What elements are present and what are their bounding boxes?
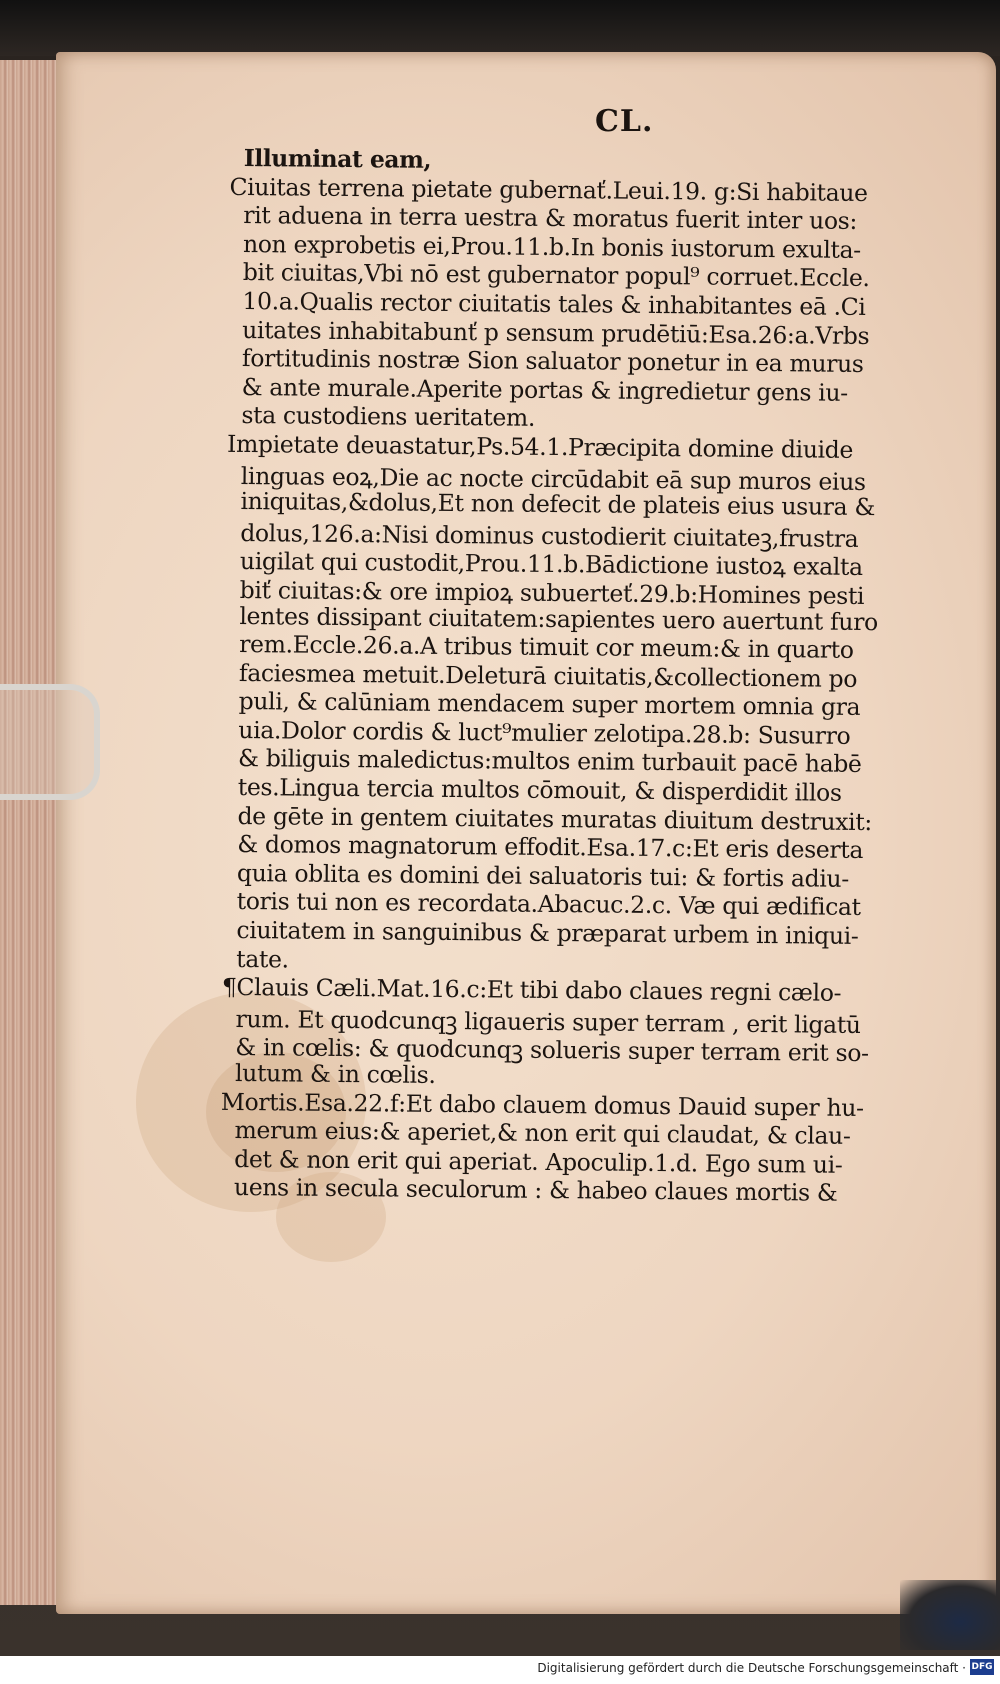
book-fore-edge [0,60,64,1605]
text-line: fortitudinis nostræ Sion saluator ponetur in ea murus [241,344,864,379]
text-line: Illuminat eam, [243,144,432,174]
text-line: de gēte in gentem ciuitates muratas diuitum destruxit: [237,801,873,836]
text-line: ciuitatem in sanguinibus & præparat urbem in iniqui- [236,915,859,950]
text-line: & domos magnatorum effodit.Esa.17.c:Et eris deserta [237,830,864,865]
text-line: iniquitas,&dolus,Et non defecit de plateis eius usura & [240,487,876,522]
text-line: toris tui non es recordata.Abacuc.2.c. Væ qui ædificat [236,887,861,922]
text-line: uitates inhabitabunť p sensum prudētiū:Esa.26:a.Vrbs [242,315,870,350]
text-line: faciesmea metuit.Deleturā ciuitatis,&collectionem po [238,658,858,693]
text-line: Mortis.Esa.22.f:Et dabo clauem domus Dauid super hu- [220,1087,864,1122]
text-body [220,144,944,1209]
text-line: & ante murale.Aperite portas & ingredietur gens iu- [241,372,848,407]
text-line: quia oblita es domini dei saluatoris tui: & fortis adiu- [236,858,850,893]
text-line: non exprobetis ei,Prou.11.b.In bonis iustorum exulta- [242,229,861,264]
text-line: rum. Et quodcunqꝫ ligaueris super terram , erit ligatū [235,1004,861,1039]
text-line: uigilat qui custodit,Prou.11.b.Bādictione iustoꝝ exalta [239,547,863,582]
text-line: tate. [236,944,289,974]
text-line: Ciuitas terrena pietate gubernať.Leui.19. g:Si habitaue [229,172,868,207]
folio-number: CL. [595,104,654,139]
text-line: 10.a.Qualis rector ciuitatis tales & inhabitantes eā .Ci [242,286,866,321]
text-line: ¶Clauis Cæli.Mat.16.c:Et tibi dabo claues regni cælo- [221,973,842,1007]
text-line: bit ciuitas,Vbi nō est gubernator popul⁹ corruet.Eccle. [242,258,870,293]
text-line: lentes dissipant ciuitatem:sapientes uero auertunt furo [239,601,878,636]
book-clasp [0,684,100,800]
digitization-credit: Digitalisierung gefördert durch die Deutsche Forschungsgemeinschaft · [537,1661,966,1675]
text-line: merum eius:& aperiet,& non erit qui claudat, & clau- [234,1116,851,1151]
text-line: biť ciuitas:& ore impioꝝ subuerteť.29.b:Homines pesti [239,575,865,610]
text-line: lutum & in cœlis. [234,1058,436,1089]
page-corner-shadow [900,1580,1000,1650]
text-line: rem.Eccle.26.a.A tribus timuit cor meum:& in quarto [239,630,854,664]
text-line: & biliguis maledictus:multos enim turbauit pacē habē [237,744,862,779]
text-line: det & non erit qui aperiat. Apoculip.1.d. Ego sum ui- [234,1144,843,1179]
text-line: linguas eoꝝ,Die ac nocte circūdabit eā sup muros eius [240,461,866,496]
text-line: puli, & calūniam mendacem super mortem omnia gra [238,687,861,722]
text-line: rit aduena in terra uestra & moratus fuerit inter uos: [243,201,858,236]
text-line: Impietate deuastatur,Ps.54.1.Præcipita domine diuide [226,429,854,464]
text-line: tes.Lingua tercia multos cōmouit, & disperdidit illos [237,773,842,807]
dfg-logo: DFG [970,1659,994,1675]
text-line: uens in secula seculorum : & habeo claues mortis & [233,1173,838,1208]
text-line: uia.Dolor cordis & luct⁹mulier zelotipa.28.b: Susurro [238,715,851,750]
text-line: & in cœlis: & quodcunqꝫ solueris super terram erit so- [235,1033,869,1068]
text-line: dolus,126.a:Nisi dominus custodierit ciuitateꝫ,frustra [240,518,859,553]
text-line: sta custodiens ueritatem. [241,401,536,433]
scan-top-shadow [0,0,1000,56]
